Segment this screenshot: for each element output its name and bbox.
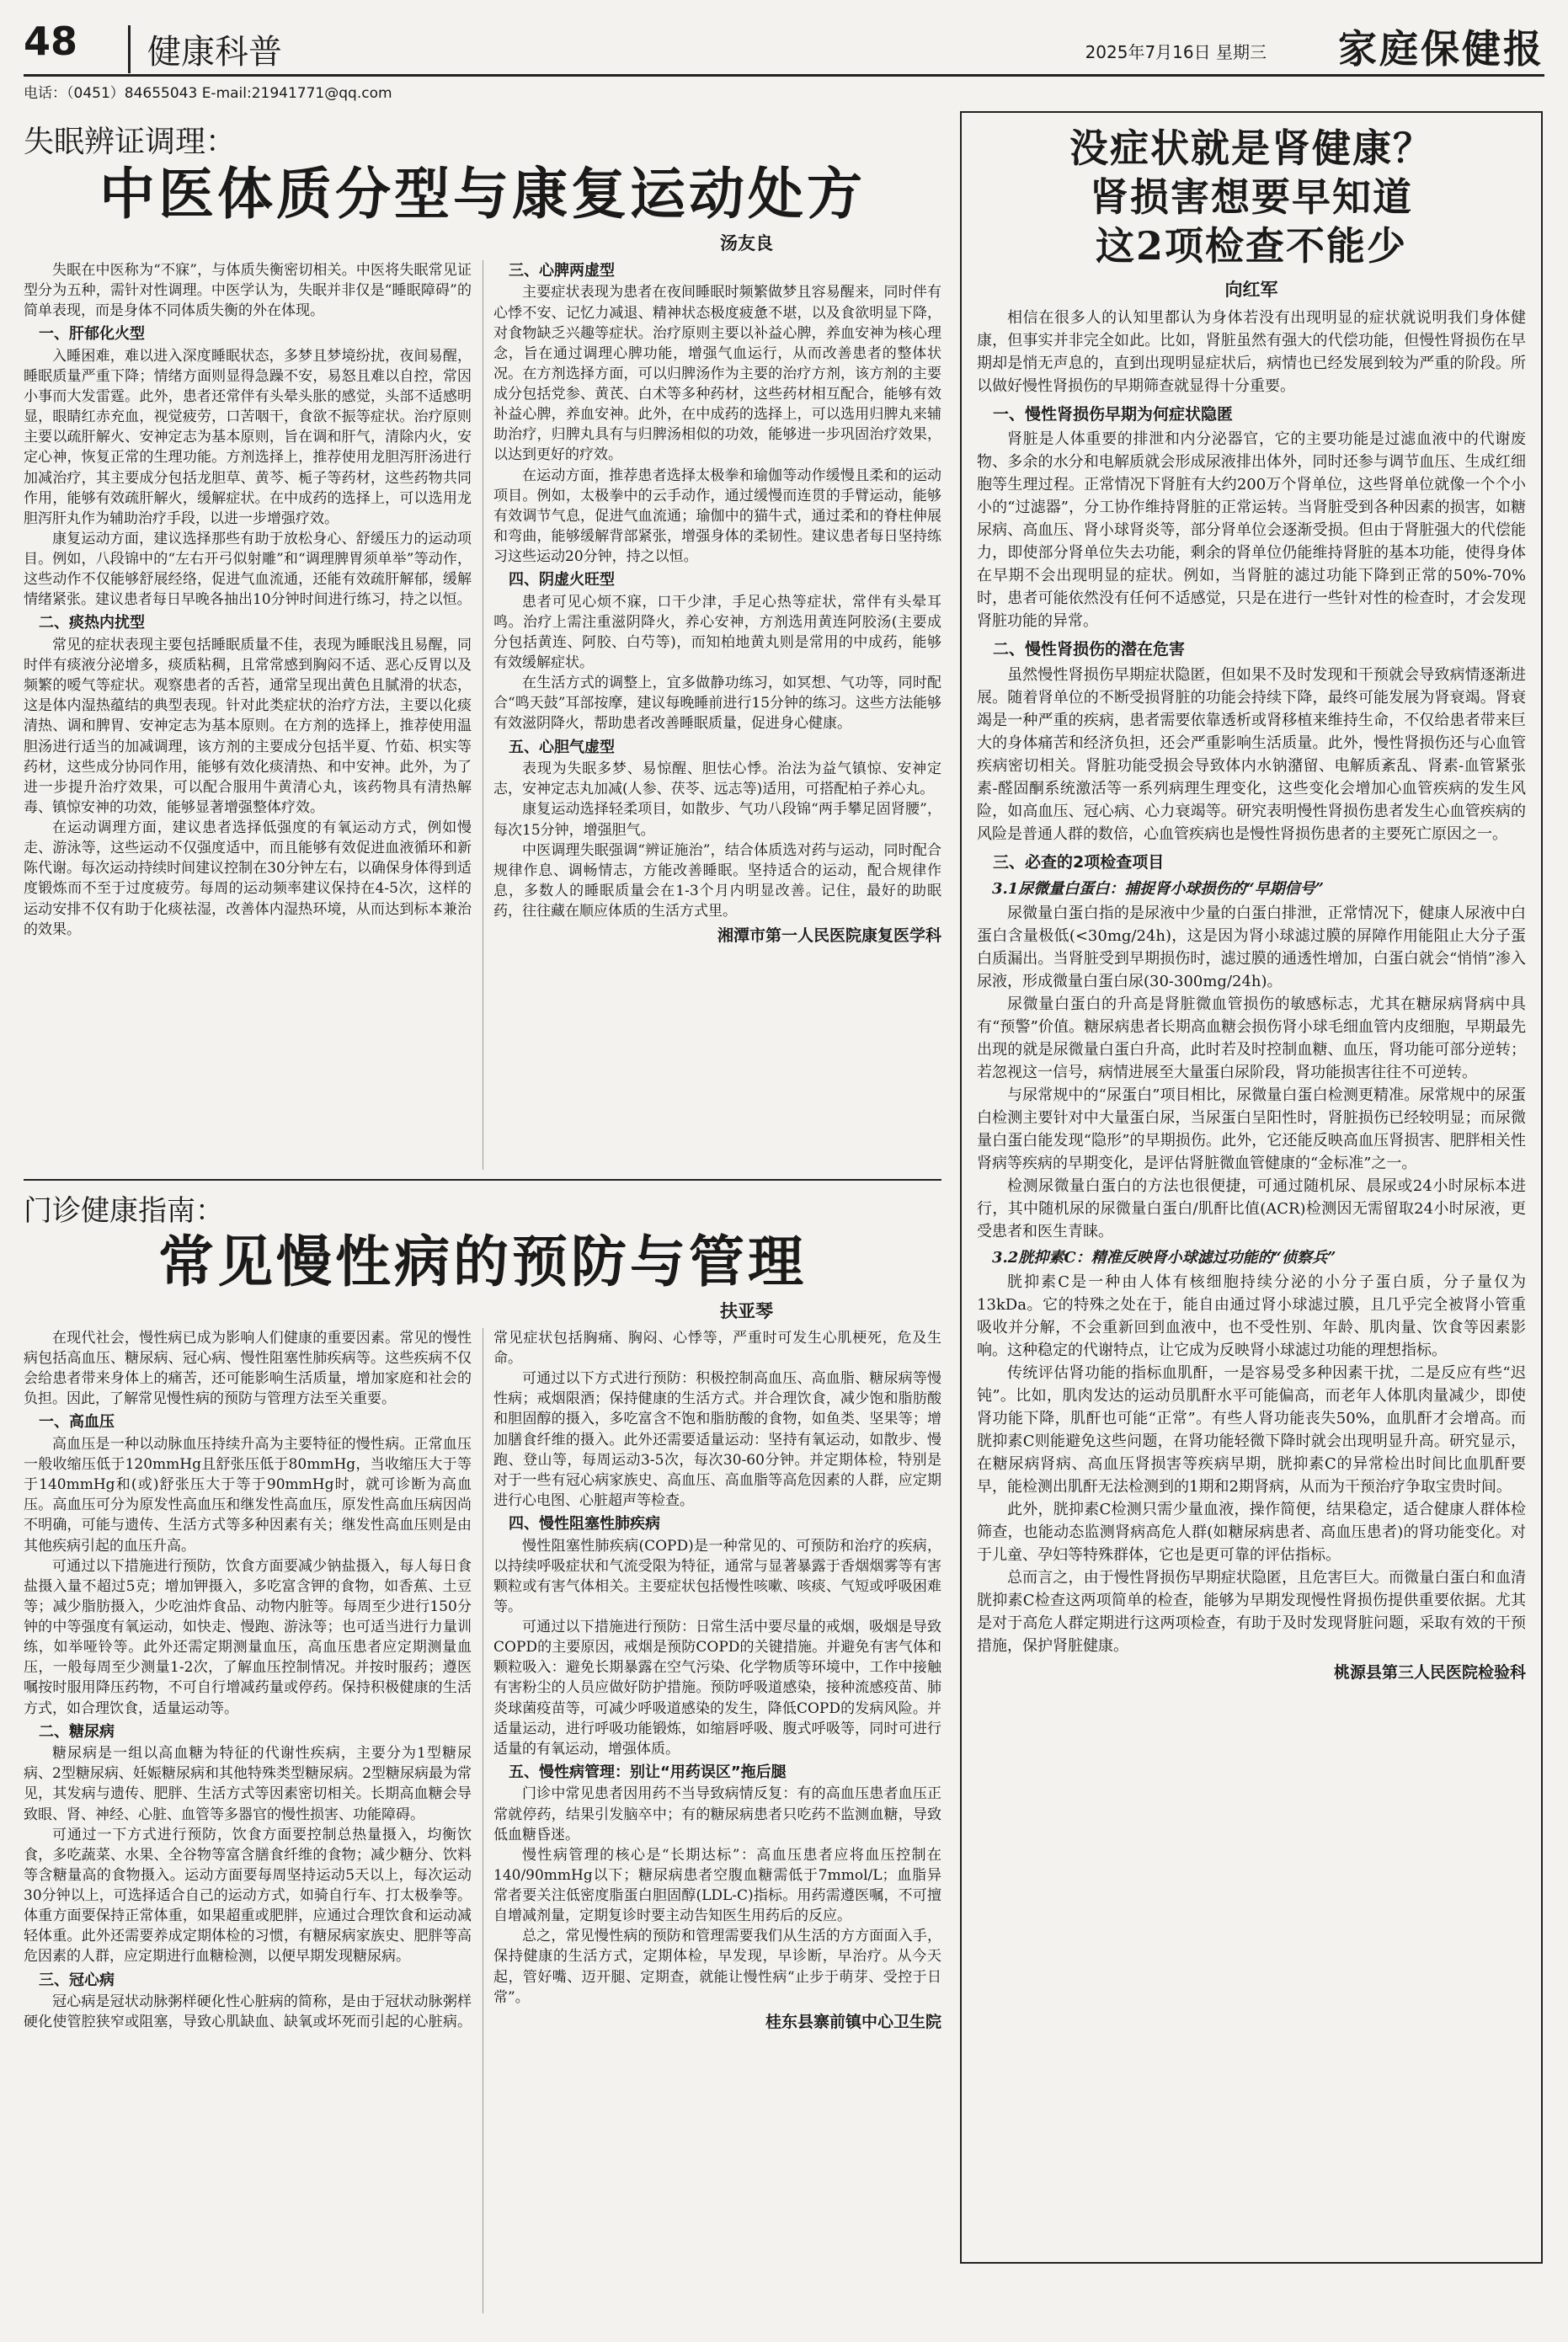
paragraph: 总之，常见慢性病的预防和管理需要我们从生活的方方面面入手，保持健康的生活方式，定期体检，早发现，早诊断，早治疗。从今天起，管好嘴、迈开腿、定期查，就能让慢性病“止步于萌芽、受控于日常”。 — [493, 1928, 941, 2006]
sub-subheading: 3.1尿微量白蛋白：捕捉肾小球损伤的“早期信号” — [992, 880, 1325, 899]
page-header — [24, 17, 1544, 77]
paragraph: 肾脏是人体重要的排泄和内分泌器官，它的主要功能是过滤血液中的代谢废物、多余的水分和电解质就会形成尿液排出体外，同时还参与调节血压、生成红细胞等生理过程。正常情况下肾脏有大约200万个肾单位，这些肾单位就像一个个小小的“过滤器”，分工协作维持肾脏的正常运转。当肾脏受到各种因素的损害，如糖尿病、高血压、肾小球肾炎等，部分肾单位会逐渐受损。但由于肾脏强大的代偿能力，即使部分肾单位失去功能，剩余的肾单位仍能维持肾脏的基本功能，使得身体在早期不会出现明显的症状。例如，当肾脏的滤过功能下降到正常的50%-70%时，患者可能依然没有任何不适感觉，只是在进行一些针对性的检查时，才会发现肾脏功能的异常。 — [977, 430, 1526, 631]
article-kicker: 失眠辨证调理： — [24, 125, 237, 159]
paragraph: 在运动方面，推荐患者选择太极拳和瑜伽等动作缓慢且柔和的运动项目。例如，太极拳中的云手动作，通过缓慢而连贯的手臂运动，能够有效调节气息，促进气血流通；瑜伽中的猫牛式，通过柔和的脊柱伸展和弯曲，能够缓解背部紧张，增强身体的柔韧性。建议患者每日坚持练习这些运动20分钟，持之以恒。 — [493, 467, 941, 566]
paragraph: 可通过一下方式进行预防，饮食方面要控制总热量摄入，均衡饮食，多吃蔬菜、水果、全谷物等富含膳食纤维的食物；减少糖分、饮料等含糖量高的食物摄入。运动方面要每周坚持运动5天以上，每次运动30分钟以上，可选择适合自己的运动方式，如骑自行车、打太极拳等。体重方面要保持正常体重，如果超重或肥胖，应通过合理饮食和运动减轻体重。此外还需要养成定期体检的习惯，有糖尿病家族史、肥胖等高危因素的人群，应定期进行血糖检测，以便早期发现糖尿病。 — [24, 1826, 472, 1966]
article-divider — [24, 1179, 941, 1181]
article-title: 中医体质分型与康复运动处方 — [99, 161, 866, 227]
article-author: 汤友良 — [720, 232, 773, 253]
paragraph: 总而言之，由于慢性肾损伤早期症状隐匿，且危害巨大。而微量白蛋白和血清胱抑素C检查这两项简单的检查，能够为早期发现慢性肾损伤提供重要依据。尤其是对于高危人群定期进行这两项检查，有助于及时发现肾脏问题，采取有效的干预措施，保护肾脏健康。 — [977, 1569, 1526, 1656]
article-title — [977, 125, 1526, 271]
page-number: 48 — [24, 19, 78, 64]
paragraph: 门诊中常见患者因用药不当导致病情反复：有的高血压患者血压正常就停药，结果引发脑卒中；有的糖尿病患者只吃药不监测血糖，导致低血糖昏迷。 — [493, 1785, 941, 1843]
subheading: 五、慢性病管理：别让“用药误区”拖后腿 — [509, 1763, 787, 1781]
paragraph: 虽然慢性肾损伤早期症状隐匿，但如果不及时发现和干预就会导致病情逐渐进展。随着肾单位的不断受损肾脏的功能会持续下降，最终可能发展为肾衰竭。肾衰竭是一种严重的疾病，患者需要依靠透析或肾移植来维持生命，不仅给患者带来巨大的身体痛苦和经济负担，还会严重影响生活质量。此外，慢性肾损伤还与心血管疾病密切相关。肾脏功能受损会导致体内水钠潴留、电解质紊乱、肾素-血管紧张素-醛固酮系统激活等一系列病理生理变化，这些变化会增加心血管疾病的发生风险，如高血压、冠心病、心力衰竭等。研究表明慢性肾损伤患者发生心血管疾病的风险是普通人群的数倍，心血管疾病也是慢性肾损伤患者的主要死亡原因之一。 — [977, 665, 1526, 843]
paragraph: 失眠在中医称为“不寐”，与体质失衡密切相关。中医将失眠常见证型分为五种，需针对性调理。中医学认为，失眠并非仅是“睡眠障碍”的简单表现，而是身体不同体质失衡的外在体现。 — [24, 261, 472, 320]
paragraph: 糖尿病是一组以高血糖为特征的代谢性疾病，主要分为1型糖尿病、2型糖尿病、妊娠糖尿病和其他特殊类型糖尿病。2型糖尿病最为常见，其发病与遗传、肥胖、生活方式等因素密切相关。长期高血糖会导致眼、肾、神经、心脏、血管等多器官的慢性损害、功能障碍。 — [24, 1745, 472, 1823]
paragraph: 患者可见心烦不寐，口干少津，手足心热等症状，常伴有头晕耳鸣。治疗上需注重滋阴降火，养心安神，方剂选用黄连阿胶汤(主要成分包括黄连、阿胶、白芍等)，而知柏地黄丸则是常用的中成药，能够有效缓解症状。 — [493, 593, 941, 672]
subheading: 五、心胆气虚型 — [509, 738, 615, 756]
paragraph: 可通过以下方式进行预防：积极控制高血压、高血脂、糖尿病等慢性病；戒烟限酒；保持健康的生活方式。并合理饮食，减少饱和脂肪酸和胆固醇的摄入，多吃富含不饱和脂肪酸的食物，如鱼类、坚果等；增加膳食纤维的摄入。此外还需要适量运动：坚持有氧运动，如散步、慢跑、登山等，每周运动3-5次，每次30-60分钟。并定期体检，特别是对于一些有冠心病家族史、高血压、高血脂等高危因素的人群，应定期进行心电图、心脏超声等检查。 — [493, 1370, 941, 1509]
article-kicker: 门诊健康指南： — [24, 1194, 224, 1228]
subheading: 三、必查的2项检查项目 — [993, 852, 1165, 872]
article-author: 向红军 — [1224, 279, 1278, 300]
paragraph: 与尿常规中的“尿蛋白”项目相比，尿微量白蛋白检测更精准。尿常规中的尿蛋白检测主要针对中大量蛋白尿，当尿蛋白呈阳性时，肾脏损伤已经较明显；而尿微量白蛋白能发现“隐形”的早期损伤。此外，它还能反映高血压肾损害、肥胖相关性肾病等疾病的早期变化，是评估肾脏微血管健康的“金标准”之一。 — [977, 1086, 1526, 1173]
paragraph: 尿微量白蛋白的升高是肾脏微血管损伤的敏感标志，尤其在糖尿病肾病中具有“预警”价值。糖尿病患者长期高血糖会损伤肾小球毛细血管内皮细胞，早期最先出现的就是尿微量白蛋白升高，此时若及时控制血糖、血压，肾功能可部分逆转；若忽视这一信号，病情进展至大量蛋白尿阶段，肾功能损害往往不可逆转。 — [977, 995, 1526, 1082]
section-name: 健康科普 — [128, 25, 282, 73]
subheading: 二、慢性肾损伤的潜在危害 — [993, 640, 1186, 659]
article-author: 扶亚琴 — [720, 1300, 773, 1321]
title-line: 肾损害想要早知道 — [1090, 173, 1413, 220]
paragraph: 尿微量白蛋白指的是尿液中少量的白蛋白排泄，正常情况下，健康人尿液中白蛋白含量极低(<30mg/24h)，这是因为肾小球滤过膜的屏障作用能阻止大分子蛋白质漏出。当肾脏受到早期损伤时，滤过膜的通透性增加，白蛋白就会“悄悄”渗入尿液，形成微量白蛋白尿(30-300mg/24h)。 — [977, 904, 1526, 991]
paragraph: 可通过以下措施进行预防：日常生活中要尽量的戒烟，吸烟是导致COPD的主要原因，戒烟是预防COPD的关键措施。并避免有害气体和颗粒吸入：避免长期暴露在空气污染、化学物质等环境中，工作中接触有害粉尘的人员应做好防护措施。预防呼吸道感染，接种流感疫苗、肺炎球菌疫苗等，可减少呼吸道感染的发生，降低COPD的发病风险。并适量运动，进行呼吸功能锻炼，如缩唇呼吸、腹式呼吸等，同时可进行适量的有氧运动，增强体质。 — [493, 1619, 941, 1758]
paragraph: 康复运动方面，建议选择那些有助于放松身心、舒缓压力的运动项目。例如，八段锦中的“左右开弓似射雕”和“调理脾胃须单举”等动作，这些动作不仅能够舒展经络，促进气血流通，还能有效疏肝解郁，缓解情绪紧张。建议患者每日早晚各抽出10分钟时间进行练习，持之以恒。 — [24, 530, 472, 609]
article-source: 湘潭市第一人民医院康复医学科 — [717, 926, 941, 946]
masthead: 家庭保健报 — [1338, 26, 1544, 72]
paragraph: 检测尿微量白蛋白的方法也很便捷，可通过随机尿、晨尿或24小时尿标本进行，其中随机尿的尿微量白蛋白/肌酐比值(ACR)检测因无需留取24小时尿液，更受患者和医生青睐。 — [977, 1177, 1526, 1241]
subheading: 三、心脾两虚型 — [509, 261, 615, 280]
contact-line: 电话：（0451）84655043 E-mail:21941771@qq.com — [24, 85, 392, 102]
paragraph: 可通过以下措施进行预防，饮食方面要减少钠盐摄入，每人每日食盐摄入量不超过5克；增加钾摄入，多吃富含钾的食物，如香蕉、土豆等；减少脂肪摄入，少吃油炸食品、动物内脏等。每周至少进行150分钟的中等强度有氧运动，如快走、慢跑、游泳等；也可适当进行力量训练，如举哑铃等。此外还需定期测量血压，高血压患者应定期测量血压，一般每周至少测量1-2次，了解血压控制情况。并按时服药；遵医嘱按时服用降压药物，不可自行增减药量或停药。保持积极健康的生活方式，如合理饮食，适量运动等。 — [24, 1557, 472, 1717]
paragraph: 传统评估肾功能的指标血肌酐，一是容易受多种因素干扰，二是反应有些“迟钝”。比如，肌肉发达的运动员肌酐水平可能偏高，而老年人体肌肉量减少，即使肾功能下降，肌酐也可能“正常”。有些人肾功能丧失50%，血肌酐才会增高。而胱抑素C则能避免这些问题，在肾功能轻微下降时就会出现明显升高。研究显示，在糖尿病肾病、高血压肾损害等疾病早期，胱抑素C的异常检出时间比血肌酐要早，能检测出肌酐无法检测到的1期和2期肾病，从而为干预治疗争取宝贵时间。 — [977, 1364, 1526, 1496]
article-body — [24, 1328, 941, 2313]
article-title: 常见慢性病的预防与管理 — [158, 1229, 807, 1294]
paragraph: 在运动调理方面，建议患者选择低强度的有氧运动方式，例如慢走、游泳等，这些运动不仅强度适中，而且能够有效促进血液循环和新陈代谢。每次运动持续时间建议控制在30分钟左右，以确保身体得到适度锻炼而不至于过度疲劳。每周的运动频率建议保持在4-5次，这样的运动安排不仅有助于化痰祛湿，改善体内湿热环境，从而达到标本兼治的效果。 — [24, 819, 472, 938]
paragraph: 常见的症状表现主要包括睡眠质量不佳，表现为睡眠浅且易醒，同时伴有痰液分泌增多，痰质粘稠，且常常感到胸闷不适、恶心反胃以及频繁的嗳气等症状。观察患者的舌苔，通常呈现出黄色且腻滑的状态，这是体内湿热蕴结的典型表现。针对此类症状的治疗方法，主要以化痰清热、调和脾胃、安神定志为基本原则。在方剂的选择上，推荐使用温胆汤进行适当的加减调理，该方剂的主要成分包括半夏、竹茹、枳实等药材，这些成分协同作用，能够有效化痰清热、和中安神。此外，为了进一步提升治疗效果，可以配合服用牛黄清心丸，该药物具有清热解毒、镇惊安神的功效，能够显著增强整体疗效。 — [24, 636, 472, 816]
sub-subheading: 3.2胱抑素C：精准反映肾小球滤过功能的“侦察兵” — [992, 1249, 1336, 1267]
article-source: 桃源县第三人民医院检验科 — [1333, 1663, 1526, 1683]
subheading: 二、糖尿病 — [39, 1722, 115, 1741]
subheading: 三、冠心病 — [39, 1971, 115, 1989]
subheading: 二、痰热内扰型 — [39, 614, 145, 632]
paragraph: 胱抑素C是一种由人体有核细胞持续分泌的小分子蛋白质，分子量仅为13kDa。它的特殊之处在于，能自由通过肾小球滤过膜，且几乎完全被肾小管重吸收并分解，不会重新回到血液中，也不受性别、年龄、肌肉量、饮食等因素影响。这种稳定的代谢特点，让它成为反映肾小球滤过功能的理想指标。 — [977, 1273, 1526, 1360]
paragraph: 主要症状表现为患者在夜间睡眠时频繁做梦且容易醒来，同时伴有心悸不安、记忆力减退、精神状态极度疲惫不堪，以及食欲明显下降，对食物缺乏兴趣等症状。治疗原则主要以补益心脾，养血安神为核心理念，旨在通过调理心脾功能，增强气血运行，从而改善患者的整体状况。在方剂选择方面，可以归脾汤作为主要的治疗方剂，该方剂的主要成分包括党参、黄芪、白术等多种药材，这些药材相互配合，能够有效补益心脾，养血安神。此外，在中成药的选择上，可以选用归脾丸来辅助治疗，归脾丸具有与归脾汤相似的功效，能够进一步巩固治疗效果，以达到更好的疗效。 — [493, 284, 941, 464]
paragraph: 表现为失眠多梦、易惊醒、胆怯心悸。治法为益气镇惊、安神定志，安神定志丸加减(人参、茯苓、远志等)适用，可搭配柏子养心丸。 — [493, 760, 941, 798]
article-insomnia — [24, 118, 941, 1171]
article-kidney — [960, 111, 1543, 2264]
article-body — [24, 260, 941, 1170]
issue-date: 2025年7月16日 星期三 — [1085, 42, 1267, 62]
subheading: 一、慢性肾损伤早期为何症状隐匿 — [993, 404, 1234, 424]
subheading: 四、阴虚火旺型 — [509, 571, 615, 590]
title-line: 这2项检查不能少 — [1095, 222, 1407, 269]
paragraph: 高血压是一种以动脉血压持续升高为主要特征的慢性病。正常血压一般收缩压低于120mmHg且舒张压低于80mmHg，当收缩压大于等于140mmHg和(或)舒张压大于等于90mmHg时，就可诊断为高血压。高血压可分为原发性高血压和继发性高血压，原发性高血压病因尚不明确，可能与遗传、生活方式等多种因素有关；继发性高血压则是由其他疾病引起的血压升高。 — [24, 1435, 472, 1555]
article-body — [977, 307, 1526, 1685]
paragraph: 在现代社会，慢性病已成为影响人们健康的重要因素。常见的慢性病包括高血压、糖尿病、冠心病、慢性阻塞性肺疾病等。这些疾病不仅会给患者带来身体上的痛苦，还可能影响生活质量，增加家庭和社会的负担。因此，了解常见慢性病的预防与管理方法至关重要。 — [24, 1329, 472, 1408]
subheading: 一、高血压 — [39, 1413, 115, 1432]
title-line: 没症状就是肾健康？ — [1069, 125, 1433, 171]
subheading: 一、肝郁化火型 — [39, 325, 145, 344]
article-chronic-disease — [24, 1187, 941, 2316]
paragraph: 相信在很多人的认知里都认为身体若没有出现明显的症状就说明我们身体健康，但事实并非完全如此。比如，肾脏虽然有强大的代偿功能，但慢性肾损伤在早期却是悄无声息的，直到出现明显症状后，病情也已经发展到较为严重的阶段。所以做好慢性肾损伤的早期筛查就显得十分重要。 — [977, 308, 1526, 395]
paragraph: 慢性病管理的核心是“长期达标”：高血压患者应将血压控制在140/90mmHg以下；糖尿病患者空腹血糖需低于7mmol/L；血脂异常者要关注低密度脂蛋白胆固醇(LDL-C)指标。用药需遵医嘱，不可擅自增减剂量，定期复诊时要主动告知医生用药后的反应。 — [493, 1846, 941, 1925]
paragraph: 冠心病是冠状动脉粥样硬化性心脏病的简称，是由于冠状动脉粥样硬化使管腔狭窄或阻塞，导致心肌缺血、缺氧或坏死而引起的心脏病。常见症状包括胸痛、胸闷、心悸等，严重时可发生心肌梗死，危及生命。 — [24, 1329, 941, 2031]
paragraph: 此外，胱抑素C检测只需少量血液，操作简便，结果稳定，适合健康人群体检筛查，也能动态监测肾病高危人群(如糖尿病患者、高血压患者)的肾功能变化。对于儿童、孕妇等特殊群体，它也是更可靠的评估指标。 — [977, 1501, 1526, 1565]
paragraph: 中医调理失眠强调“辨证施治”，结合体质选对药与运动，同时配合规律作息、调畅情志，方能改善睡眠。坚持适合的运动，配合规律作息，多数人的睡眠质量会在1-3个月内明显改善。记住，最好的助眠药，往往藏在顺应体质的生活方式里。 — [493, 841, 941, 920]
paragraph: 在生活方式的调整上，宜多做静功练习，如冥想、气功等，同时配合“鸣天鼓”耳部按摩，建议每晚睡前进行15分钟的练习。这些方法能够有效滋阴降火，帮助患者改善睡眠质量，促进身心健康。 — [493, 675, 941, 733]
paragraph: 入睡困难，难以进入深度睡眠状态，多梦且梦境纷扰，夜间易醒，睡眠质量严重下降；情绪方面则显得急躁不安，易怒且难以自控，常因小事而大发雷霆。此外，患者还常伴有头晕头胀的感觉，头部不适感明显，眼睛红赤充血，视觉疲劳，口苦咽干，食欲不振等症状。治疗原则主要以疏肝解火、安神定志为基本原则，旨在调和肝气，清除内火，安定心神，恢复正常的生理功能。方剂选择上，推荐使用龙胆泻肝汤进行加减治疗，其主要成分包括龙胆草、黄芩、栀子等药材，这些药物共同作用，能够有效疏肝解火，缓解症状。在中成药的选择上，可以选用龙胆泻肝丸作为辅助治疗手段，以进一步增强疗效。 — [24, 347, 472, 527]
article-source: 桂东县寨前镇中心卫生院 — [765, 2012, 941, 2031]
paragraph: 慢性阻塞性肺疾病(COPD)是一种常见的、可预防和治疗的疾病，以持续呼吸症状和气流受限为特征，通常与显著暴露于香烟烟雾等有害颗粒或有害气体相关。主要症状包括慢性咳嗽、咳痰、气短或呼吸困难等。 — [493, 1537, 941, 1615]
subheading: 四、慢性阻塞性肺疾病 — [509, 1515, 660, 1534]
paragraph: 康复运动选择轻柔项目，如散步、气功八段锦“两手攀足固肾腰”，每次15分钟，增强胆气。 — [493, 801, 941, 839]
